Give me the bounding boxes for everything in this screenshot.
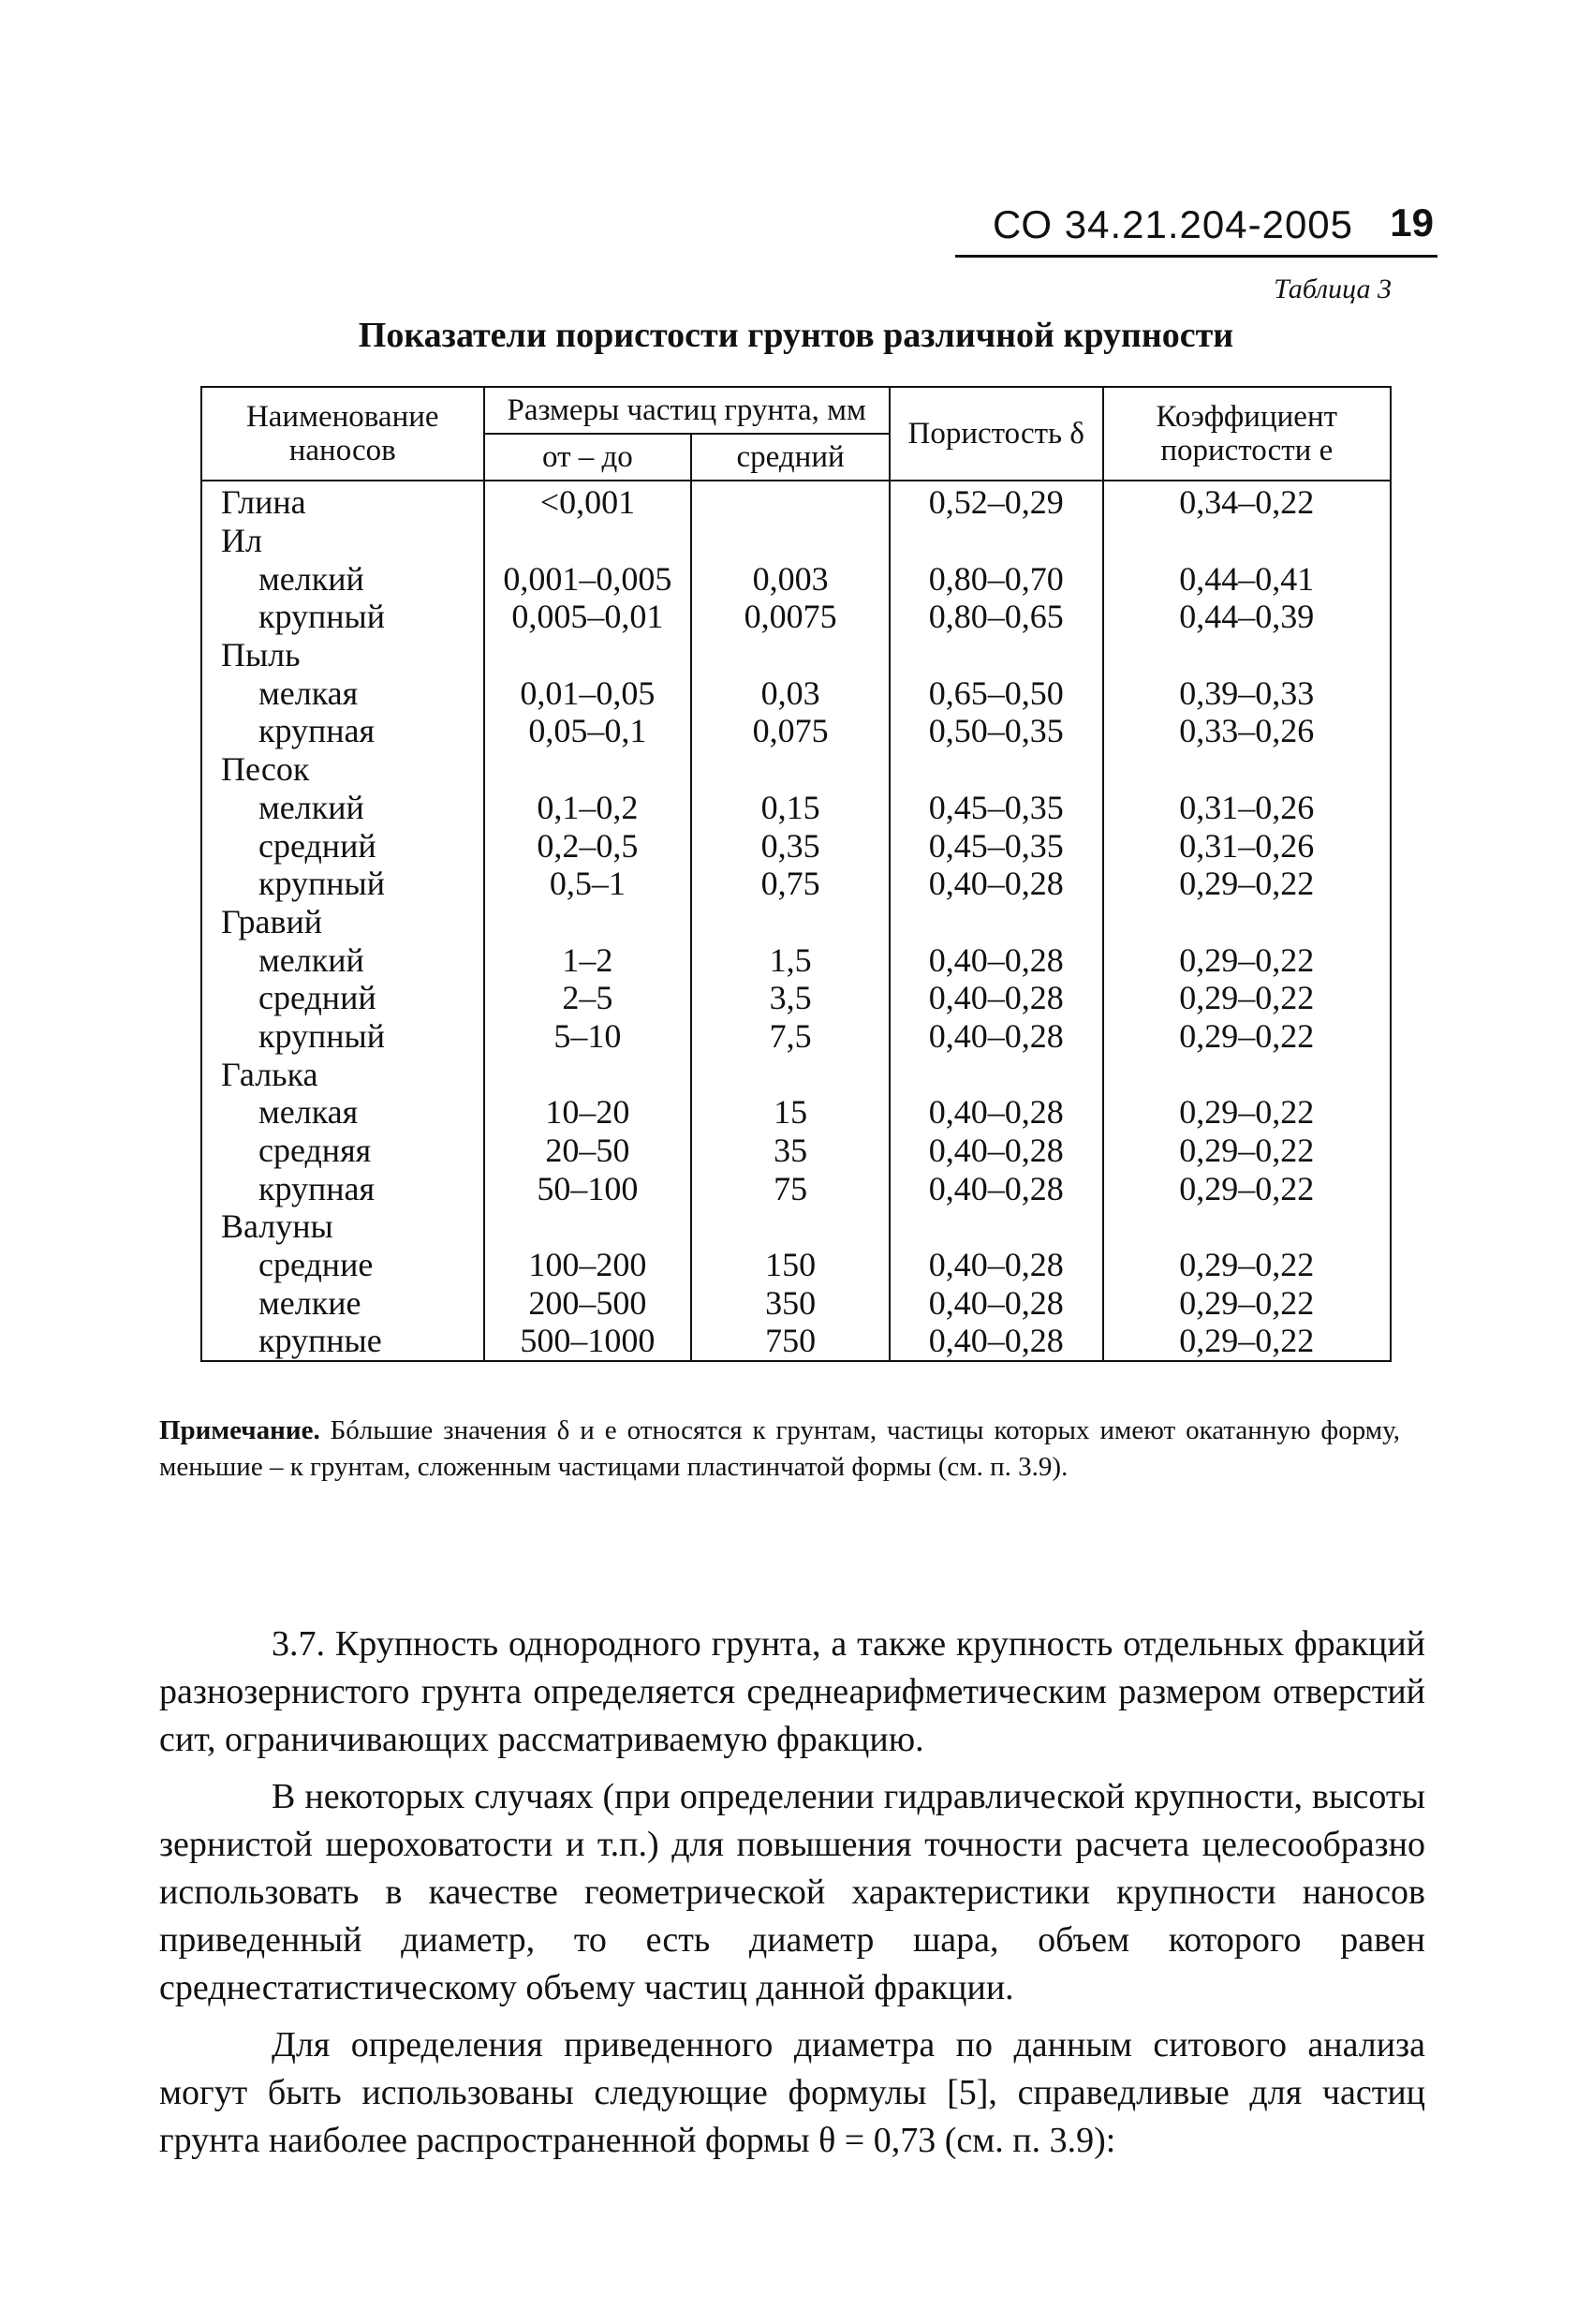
cell-name: крупный xyxy=(201,598,484,636)
table-row xyxy=(201,481,1391,522)
cell-name: мелкий xyxy=(201,789,484,827)
table-row xyxy=(201,1017,1391,1056)
table-row xyxy=(201,674,1391,712)
cell-coefficient: 0,44–0,39 xyxy=(1103,598,1391,636)
cell-coefficient xyxy=(1103,522,1391,560)
cell-coefficient: 0,29–0,22 xyxy=(1103,1246,1391,1284)
cell-mean: 350 xyxy=(691,1283,890,1322)
cell-name: крупный xyxy=(201,1017,484,1056)
table-label: Таблица 3 xyxy=(1274,274,1392,304)
cell-name: Глина xyxy=(201,481,484,522)
table-row xyxy=(201,1169,1391,1207)
cell-porosity xyxy=(890,750,1103,789)
cell-range: 1–2 xyxy=(484,940,692,979)
page-number: 19 xyxy=(1390,200,1434,244)
body-text xyxy=(159,1621,1425,2174)
cell-coefficient: 0,34–0,22 xyxy=(1103,481,1391,522)
cell-mean xyxy=(691,903,890,941)
table-title: Показатели пористости грунтов различной крупности xyxy=(358,316,1234,355)
cell-range xyxy=(484,1055,692,1093)
cell-name: мелкая xyxy=(201,1093,484,1132)
cell-name: крупная xyxy=(201,1169,484,1207)
table-row xyxy=(201,598,1391,636)
page-header xyxy=(955,197,1437,258)
cell-mean: 0,35 xyxy=(691,826,890,865)
cell-coefficient xyxy=(1103,903,1391,941)
cell-range: 0,2–0,5 xyxy=(484,826,692,865)
table-row xyxy=(201,903,1391,941)
note-label: Примечание. xyxy=(159,1415,320,1445)
cell-porosity: 0,52–0,29 xyxy=(890,481,1103,522)
cell-coefficient: 0,29–0,22 xyxy=(1103,940,1391,979)
cell-coefficient: 0,29–0,22 xyxy=(1103,865,1391,903)
cell-range xyxy=(484,750,692,789)
cell-range: 0,1–0,2 xyxy=(484,789,692,827)
cell-porosity: 0,40–0,28 xyxy=(890,1093,1103,1132)
table-row xyxy=(201,712,1391,750)
cell-porosity: 0,40–0,28 xyxy=(890,1246,1103,1284)
cell-range: <0,001 xyxy=(484,481,692,522)
table-row xyxy=(201,1246,1391,1284)
cell-mean: 15 xyxy=(691,1093,890,1132)
cell-coefficient: 0,33–0,26 xyxy=(1103,712,1391,750)
cell-coefficient: 0,29–0,22 xyxy=(1103,1283,1391,1322)
cell-mean xyxy=(691,1055,890,1093)
document-code: СО 34.21.204-2005 xyxy=(993,202,1354,246)
cell-range: 200–500 xyxy=(484,1283,692,1322)
cell-range xyxy=(484,522,692,560)
cell-name: Песок xyxy=(201,750,484,789)
paragraph: 3.7. Крупность однородного грунта, а также крупность отдельных фракций разнозернистого грунта определяется среднеарифметическим размером отверстий сит, ограничивающих рассматриваемую фракцию. xyxy=(159,1624,1425,1759)
cell-name: мелкий xyxy=(201,559,484,598)
header-sizes: Размеры частиц грунта, мм xyxy=(484,387,890,434)
cell-porosity: 0,50–0,35 xyxy=(890,712,1103,750)
table-row xyxy=(201,1283,1391,1322)
table-row xyxy=(201,865,1391,903)
cell-coefficient xyxy=(1103,750,1391,789)
cell-name: крупный xyxy=(201,865,484,903)
cell-coefficient: 0,29–0,22 xyxy=(1103,1132,1391,1170)
cell-coefficient: 0,29–0,22 xyxy=(1103,1093,1391,1132)
cell-porosity: 0,40–0,28 xyxy=(890,1322,1103,1361)
cell-porosity: 0,40–0,28 xyxy=(890,1283,1103,1322)
cell-porosity: 0,80–0,70 xyxy=(890,559,1103,598)
cell-range: 20–50 xyxy=(484,1132,692,1170)
table-body xyxy=(201,481,1391,1361)
cell-range: 0,005–0,01 xyxy=(484,598,692,636)
table-row xyxy=(201,940,1391,979)
cell-porosity: 0,65–0,50 xyxy=(890,674,1103,712)
table-row xyxy=(201,789,1391,827)
table-row xyxy=(201,636,1391,674)
cell-porosity xyxy=(890,636,1103,674)
cell-coefficient: 0,31–0,26 xyxy=(1103,789,1391,827)
cell-mean: 0,15 xyxy=(691,789,890,827)
paragraph: Для определения приведенного диаметра по данным ситового анализа могут быть использованы следующие формулы [5], справедливые для частиц грунта наиболее распространенной формы θ = 0,73 (см. п. 3.9): xyxy=(159,2025,1425,2160)
cell-range xyxy=(484,1207,692,1246)
cell-name: средний xyxy=(201,826,484,865)
table-row xyxy=(201,979,1391,1017)
table-note xyxy=(159,1413,1400,1486)
cell-mean xyxy=(691,636,890,674)
cell-range: 0,01–0,05 xyxy=(484,674,692,712)
cell-porosity: 0,45–0,35 xyxy=(890,826,1103,865)
cell-range xyxy=(484,636,692,674)
cell-range: 2–5 xyxy=(484,979,692,1017)
cell-name: средняя xyxy=(201,1132,484,1170)
cell-porosity xyxy=(890,1207,1103,1246)
cell-mean xyxy=(691,750,890,789)
cell-name: крупные xyxy=(201,1322,484,1361)
cell-mean: 7,5 xyxy=(691,1017,890,1056)
table-row xyxy=(201,750,1391,789)
cell-range: 50–100 xyxy=(484,1169,692,1207)
cell-name: Галька xyxy=(201,1055,484,1093)
cell-coefficient: 0,31–0,26 xyxy=(1103,826,1391,865)
cell-range: 0,001–0,005 xyxy=(484,559,692,598)
table-header xyxy=(201,387,1391,481)
paragraph: В некоторых случаях (при определении гидравлической крупности, высоты зернистой шероховатости и т.п.) для повышения точности расчета целесообразно использовать в качестве геометрической характеристики крупности наносов приведенный диаметр, то есть диаметр шара, объем которого равен среднестатистическому объему частиц данной фракции. xyxy=(159,1777,1425,2007)
cell-mean: 75 xyxy=(691,1169,890,1207)
cell-name: крупная xyxy=(201,712,484,750)
cell-name: Ил xyxy=(201,522,484,560)
cell-name: мелкий xyxy=(201,940,484,979)
cell-porosity xyxy=(890,1055,1103,1093)
cell-coefficient: 0,29–0,22 xyxy=(1103,1017,1391,1056)
cell-mean: 3,5 xyxy=(691,979,890,1017)
cell-range: 10–20 xyxy=(484,1093,692,1132)
cell-name: средний xyxy=(201,979,484,1017)
cell-porosity: 0,40–0,28 xyxy=(890,1017,1103,1056)
table-row xyxy=(201,1322,1391,1361)
cell-porosity: 0,40–0,28 xyxy=(890,940,1103,979)
cell-name: Валуны xyxy=(201,1207,484,1246)
table-row xyxy=(201,1132,1391,1170)
cell-mean xyxy=(691,481,890,522)
cell-mean: 0,03 xyxy=(691,674,890,712)
cell-coefficient: 0,29–0,22 xyxy=(1103,979,1391,1017)
cell-porosity: 0,45–0,35 xyxy=(890,789,1103,827)
cell-porosity: 0,40–0,28 xyxy=(890,979,1103,1017)
cell-mean: 0,0075 xyxy=(691,598,890,636)
cell-mean: 0,003 xyxy=(691,559,890,598)
cell-range: 0,05–0,1 xyxy=(484,712,692,750)
cell-porosity xyxy=(890,903,1103,941)
cell-mean: 0,075 xyxy=(691,712,890,750)
cell-name: Пыль xyxy=(201,636,484,674)
cell-mean: 35 xyxy=(691,1132,890,1170)
cell-porosity: 0,80–0,65 xyxy=(890,598,1103,636)
cell-name: средние xyxy=(201,1246,484,1284)
header-porosity: Пористость δ xyxy=(890,387,1103,481)
note-text: Бóльшие значения δ и е относятся к грунтам, частицы которых имеют окатанную форму, меньшие – к грунтам, сложенным частицами пластинчатой формы (см. п. 3.9). xyxy=(159,1415,1400,1482)
cell-range: 500–1000 xyxy=(484,1322,692,1361)
porosity-table xyxy=(200,386,1392,1362)
table-row xyxy=(201,1207,1391,1246)
table-row xyxy=(201,559,1391,598)
cell-porosity: 0,40–0,28 xyxy=(890,1132,1103,1170)
cell-mean: 750 xyxy=(691,1322,890,1361)
header-coefficient: Коэффициент пористости е xyxy=(1103,387,1391,481)
cell-porosity: 0,40–0,28 xyxy=(890,865,1103,903)
header-name: Наименование наносов xyxy=(201,387,484,481)
table-row xyxy=(201,826,1391,865)
cell-range: 5–10 xyxy=(484,1017,692,1056)
cell-range: 0,5–1 xyxy=(484,865,692,903)
cell-coefficient xyxy=(1103,636,1391,674)
cell-mean: 1,5 xyxy=(691,940,890,979)
cell-name: Гравий xyxy=(201,903,484,941)
cell-porosity: 0,40–0,28 xyxy=(890,1169,1103,1207)
cell-coefficient xyxy=(1103,1055,1391,1093)
cell-name: мелкая xyxy=(201,674,484,712)
table-row xyxy=(201,1055,1391,1093)
cell-mean: 0,75 xyxy=(691,865,890,903)
table-row xyxy=(201,522,1391,560)
cell-mean xyxy=(691,522,890,560)
cell-mean: 150 xyxy=(691,1246,890,1284)
cell-coefficient xyxy=(1103,1207,1391,1246)
cell-coefficient: 0,44–0,41 xyxy=(1103,559,1391,598)
cell-porosity xyxy=(890,522,1103,560)
cell-coefficient: 0,39–0,33 xyxy=(1103,674,1391,712)
table-row xyxy=(201,1093,1391,1132)
cell-range: 100–200 xyxy=(484,1246,692,1284)
header-range: от – до xyxy=(484,434,692,481)
cell-name: мелкие xyxy=(201,1283,484,1322)
cell-coefficient: 0,29–0,22 xyxy=(1103,1322,1391,1361)
cell-range xyxy=(484,903,692,941)
header-mean: средний xyxy=(691,434,890,481)
cell-coefficient: 0,29–0,22 xyxy=(1103,1169,1391,1207)
cell-mean xyxy=(691,1207,890,1246)
